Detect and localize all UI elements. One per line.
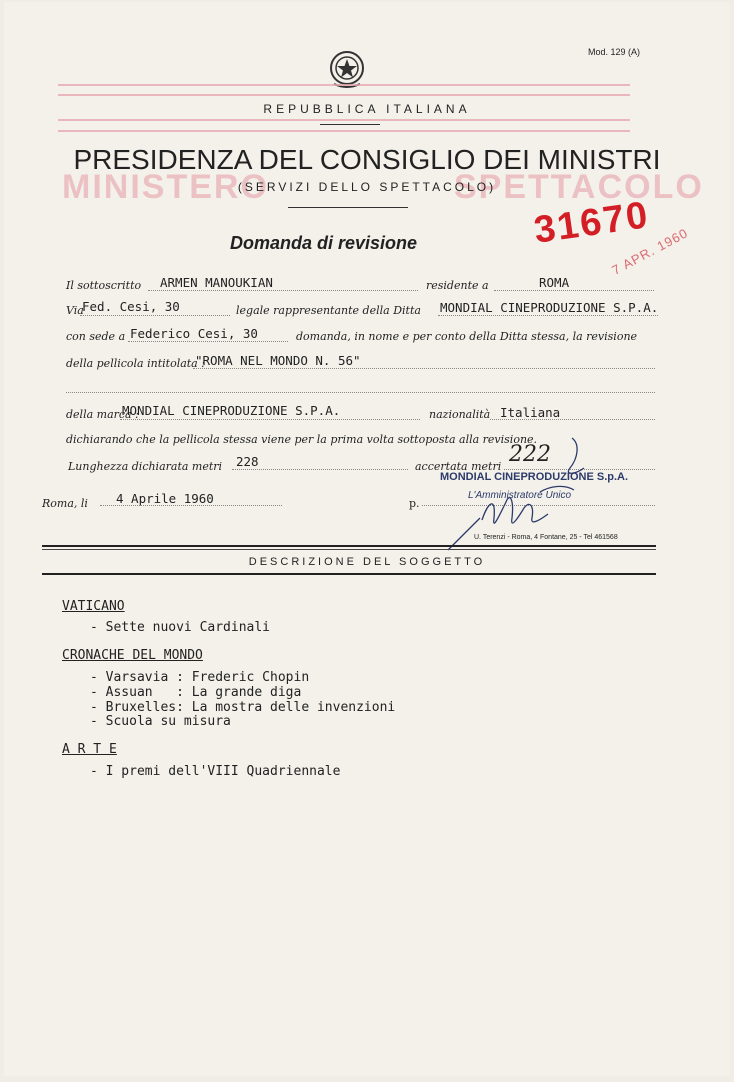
domanda-text: domanda, in nome e per conto della Ditta stessa, la revisione [296, 330, 638, 343]
sede-label: con sede a [66, 330, 126, 343]
list-item: - Assuan : La grande diga [90, 685, 302, 700]
stamp-line [58, 84, 630, 86]
fill-line [80, 315, 230, 316]
document-page [4, 2, 730, 1076]
received-date-stamp: 7 APR. 1960 [609, 225, 691, 278]
ministry-stamp-right: SPETTACOLO [454, 168, 704, 206]
signature-image [444, 422, 614, 552]
legale-label: legale rappresentante della Ditta [236, 304, 421, 317]
accertata-label: accertata metri [415, 460, 502, 473]
sottoscritto-label: Il sottoscritto [66, 279, 142, 292]
administrator-stamp: L'Amministratore Unico [468, 490, 572, 501]
marca-value: MONDIAL CINEPRODUZIONE S.P.A. [122, 403, 341, 418]
stamp-line [58, 130, 630, 132]
via-value: Fed. Cesi, 30 [82, 299, 180, 314]
fill-line [193, 368, 655, 369]
fill-line [148, 290, 418, 291]
fill-line [494, 290, 654, 291]
fill-line [66, 392, 655, 393]
divider [42, 573, 656, 575]
section-title-arte: A R T E [62, 742, 117, 757]
pellicola-label: della pellicola intitolata : [66, 357, 205, 370]
list-item: - Varsavia : Frederic Chopin [90, 670, 310, 685]
pellicola-value: "ROMA NEL MONDO N. 56" [195, 353, 361, 368]
protocol-number: 31670 [531, 194, 652, 252]
section-title-vaticano: VATICANO [62, 599, 125, 614]
fill-line [490, 419, 655, 420]
republic-heading: REPUBBLICA ITALIANA [263, 102, 471, 116]
dichiarando-text: dichiarando che la pellicola stessa viene per la prima volta sottoposta alla revisione. [66, 433, 538, 446]
fill-line [438, 315, 658, 316]
accertata-value: 222 [509, 442, 551, 467]
lunghezza-label: Lunghezza dichiarata metri [68, 460, 223, 473]
nazionalita-value: Italiana [500, 405, 561, 420]
ministry-stamp-left: MINISTERO [62, 168, 269, 206]
services-subtitle: (SERVIZI DELLO SPETTACOLO) [237, 180, 497, 194]
list-item: - Sette nuovi Cardinali [90, 620, 271, 635]
stamp-line [58, 119, 630, 121]
presidency-title: PRESIDENZA DEL CONSIGLIO DEI MINISTRI [73, 144, 661, 175]
stamp-line [58, 94, 630, 96]
divider [42, 545, 656, 547]
ditta-value: MONDIAL CINEPRODUZIONE S.P.A. [440, 300, 659, 315]
residente-value: ROMA [539, 275, 570, 290]
description-heading: DESCRIZIONE DEL SOGGETTO [248, 556, 486, 568]
divider [42, 549, 656, 550]
divider [320, 124, 380, 125]
marca-label: della marca : [66, 408, 139, 421]
sede-value: Federico Cesi, 30 [130, 326, 258, 341]
fill-line [120, 419, 420, 420]
fill-line [100, 505, 282, 506]
form-title: Domanda di revisione [230, 233, 418, 253]
lunghezza-value: 228 [236, 454, 259, 469]
p-label: p. [409, 497, 420, 510]
form-model-label: Mod. 129 (A) [588, 47, 641, 57]
sottoscritto-value: ARMEN MANOUKIAN [160, 275, 273, 290]
printer-credit: U. Terenzi - Roma, 4 Fontane, 25 - Tel 461568 [474, 534, 618, 541]
section-title-cronache: CRONACHE DEL MONDO [62, 648, 203, 663]
divider [288, 207, 408, 208]
fill-line [232, 469, 408, 470]
list-item: - Bruxelles: La mostra delle invenzioni [90, 700, 396, 715]
nazionalita-label: nazionalità [429, 408, 491, 421]
roma-label: Roma, li [42, 497, 88, 510]
date-value: 4 Aprile 1960 [116, 491, 214, 506]
fill-line [128, 341, 288, 342]
list-item: - Scuola su misura [90, 714, 231, 729]
company-stamp: MONDIAL CINEPRODUZIONE S.p.A. [440, 471, 629, 483]
list-item: - I premi dell'VIII Quadriennale [90, 764, 341, 779]
residente-label: residente a [426, 279, 489, 292]
via-label: Via [66, 304, 84, 317]
